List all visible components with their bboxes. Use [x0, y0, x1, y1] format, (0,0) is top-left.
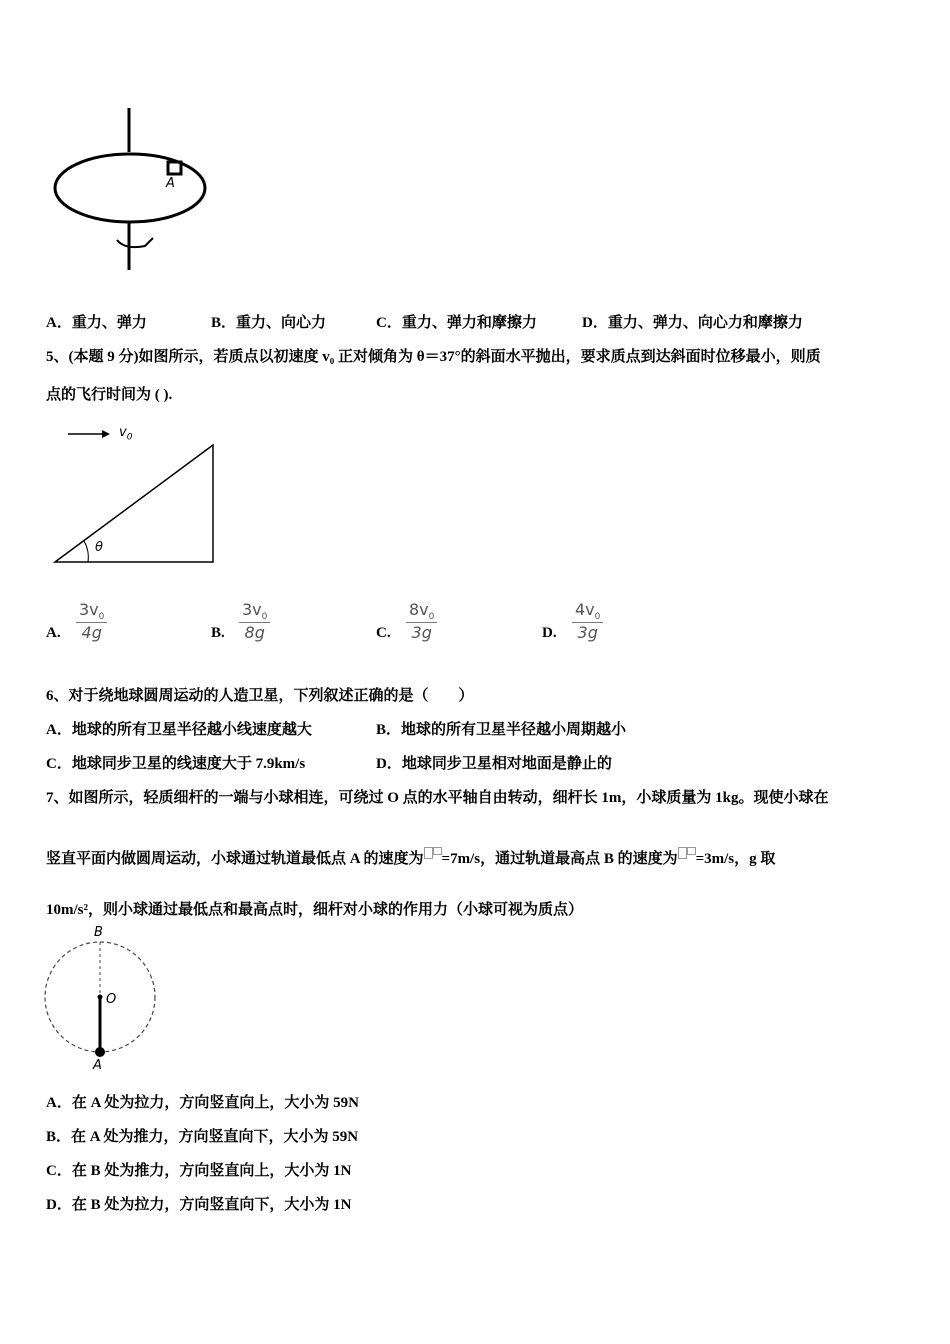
q6-option-a[interactable]: A．地球的所有卫星半径越小线速度越大: [46, 722, 312, 738]
theta-label: θ: [95, 540, 103, 555]
q5-stem-line2: 点的飞行时间为 ( ).: [46, 387, 173, 403]
q5-stem-line1: 5、(本题 9 分)如图所示，若质点以初速度 v₀ 正对倾角为 θ＝37°的斜面水平抛出，要求质点到达斜面时位移最小，则质: [46, 349, 821, 365]
option-label: C.: [376, 625, 391, 641]
q4-option-d[interactable]: D．重力、弹力、向心力和摩擦力: [582, 315, 803, 331]
q7-option-a[interactable]: A．在 A 处为拉力，方向竖直向上，大小为 59N: [46, 1095, 359, 1111]
point-o-label: O: [106, 992, 117, 1007]
fraction: $\frac{3v_0}{4g}$: [76, 600, 107, 642]
fraction: $\frac{3v_0}{8g}$: [239, 600, 270, 642]
q4-option-c[interactable]: C．重力、弹力和摩擦力: [376, 315, 537, 331]
q7-option-c[interactable]: C．在 B 处为推力，方向竖直向上，大小为 1N: [46, 1163, 352, 1179]
q7-option-b[interactable]: B．在 A 处为推力，方向竖直向下，大小为 59N: [46, 1129, 359, 1145]
q4-option-a[interactable]: A．重力、弹力: [46, 315, 147, 331]
option-label: B.: [211, 625, 225, 641]
q7-option-d[interactable]: D．在 B 处为拉力，方向竖直向下，大小为 1N: [46, 1197, 352, 1213]
incline-figure: [50, 428, 230, 568]
point-b-label: B: [94, 925, 103, 940]
figure-label-a: A: [166, 176, 175, 191]
option-label: D.: [542, 625, 557, 641]
fraction: $\frac{4v_0}{3g}$: [572, 600, 603, 642]
q6-stem: 6、对于绕地球圆周运动的人造卫星，下列叙述正确的是（ ）: [46, 688, 474, 704]
q6-option-b[interactable]: B．地球的所有卫星半径越小周期越小: [376, 722, 627, 738]
v0-label: $v_0$: [119, 425, 133, 443]
fraction: $\frac{8v_0}{3g}$: [406, 600, 437, 642]
circular-motion-figure: [40, 935, 160, 1065]
q6-option-d[interactable]: D．地球同步卫星相对地面是静止的: [376, 756, 612, 772]
q7-stem-line1: 7、如图所示，轻质细杆的一端与小球相连，可绕过 O 点的水平轴自由转动，细杆长 1m，小球质量为 1kg。现使小球在: [46, 790, 829, 806]
q7-stem-line2: 竖直平面内做圆周运动，小球通过轨道最低点 A 的速度为 =7m/s，通过轨道最高点 B 的速度为 =3m/s，g 取: [46, 847, 775, 868]
point-a-label: A: [93, 1058, 102, 1073]
q6-option-c[interactable]: C．地球同步卫星的线速度大于 7.9km/s: [46, 756, 306, 772]
option-label: A.: [46, 625, 61, 641]
q7-stem-line3: 10m/s²，则小球通过最低点和最高点时，细杆对小球的作用力（小球可视为质点）: [46, 902, 584, 918]
q4-option-b[interactable]: B．重力、向心力: [211, 315, 327, 331]
rotating-disk-figure: [45, 100, 215, 280]
